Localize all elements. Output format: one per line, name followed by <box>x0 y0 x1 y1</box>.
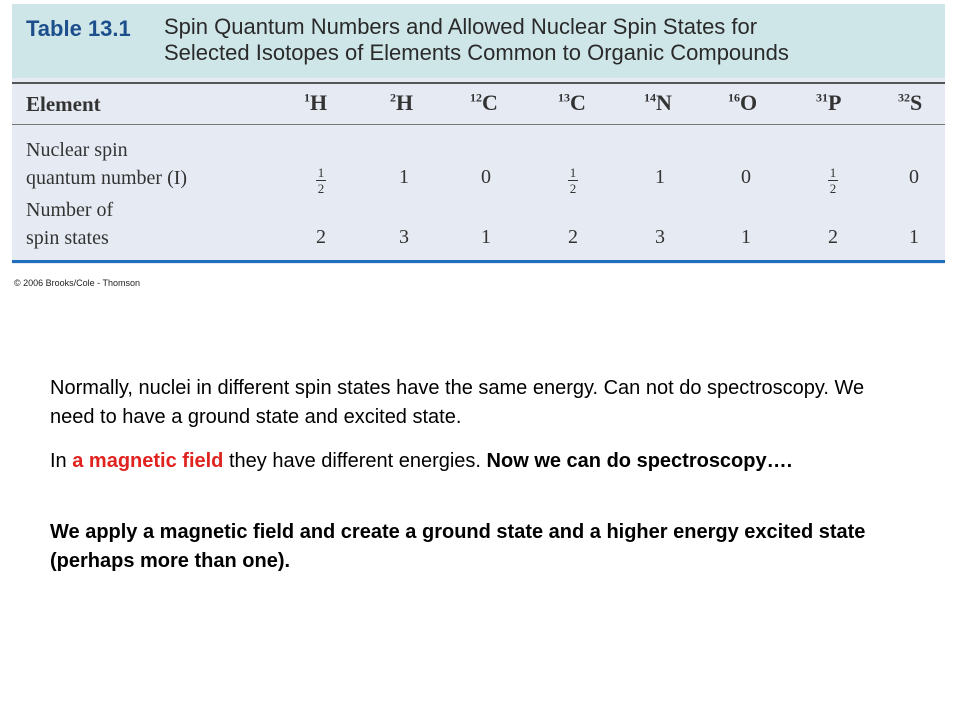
magnetic-field-highlight: a magnetic field <box>72 450 224 472</box>
row-label-number-of-spin-states: Number of spin states <box>26 199 114 249</box>
fraction-one-half: $\frac{1}{2}$ <box>569 165 577 196</box>
fraction-one-half: $\frac{1}{2}$ <box>317 165 325 196</box>
row-label-spin-quantum-number: Nuclear spin quantum number (I) <box>26 139 188 189</box>
spin-value-cell: 0 <box>909 166 919 188</box>
paragraph-text: In <box>50 450 73 472</box>
fraction-one-half: $\frac{1}{2}$ <box>829 165 837 196</box>
column-header-isotope: $^1$H <box>304 90 328 115</box>
column-header-element: Element <box>26 92 101 116</box>
column-header-isotope: $^{13}$C <box>558 90 586 115</box>
copyright-notice: © 2006 Brooks/Cole - Thomson <box>14 278 141 288</box>
spin-value-cell: 0 <box>481 166 491 188</box>
column-header-isotope: $^{12}$C <box>470 90 498 115</box>
spin-value-cell: 0 <box>741 166 751 188</box>
paragraph-ground-excited-state: We apply a magnetic field and create a ground state and a higher energy excited state (perhaps more than one). <box>50 521 866 572</box>
table-rule-top <box>12 82 945 84</box>
spin-value-cell <box>301 166 341 195</box>
paragraph-magnetic-field <box>50 447 910 476</box>
table-caption-bar <box>12 4 945 78</box>
table-title-line-1: Spin Quantum Numbers and Allowed Nuclear Spin States for <box>164 14 758 39</box>
table-rule-bottom <box>12 260 945 263</box>
paragraph-same-energy: Normally, nuclei in different spin states have the same energy. Can not do spectroscopy. We need to have a ground state and excited state. <box>50 377 865 428</box>
spin-value-cell <box>553 166 593 195</box>
spectroscopy-emphasis: Now we can do spectroscopy…. <box>486 450 793 472</box>
spin-states-cell: 1 <box>741 226 751 248</box>
table-figure <box>12 4 945 264</box>
column-header-isotope: $^{32}$S <box>898 90 923 115</box>
spin-states-cell: 2 <box>828 226 838 248</box>
column-header-isotope: $^{16}$O <box>728 90 758 115</box>
table-number: Table 13.1 <box>26 16 131 41</box>
column-header-isotope: $^2$H <box>390 90 414 115</box>
spin-value-cell: 1 <box>399 166 409 188</box>
spin-states-cell: 3 <box>655 226 665 248</box>
spin-states-cell: 1 <box>909 226 919 248</box>
column-header-isotope: $^{31}$P <box>816 90 842 115</box>
table-title-line-2: Selected Isotopes of Elements Common to Organic Compounds <box>164 40 789 65</box>
column-header-isotope: $^{14}$N <box>644 90 672 115</box>
spin-states-cell: 1 <box>481 226 491 248</box>
spin-states-cell: 2 <box>316 226 326 248</box>
spin-states-cell: 3 <box>399 226 409 248</box>
spin-states-cell: 2 <box>568 226 578 248</box>
spin-value-cell: 1 <box>655 166 665 188</box>
table-rule-header <box>12 124 945 125</box>
paragraph-text: they have different energies. <box>223 450 487 472</box>
table-title <box>164 14 924 66</box>
spin-value-cell <box>813 166 853 195</box>
